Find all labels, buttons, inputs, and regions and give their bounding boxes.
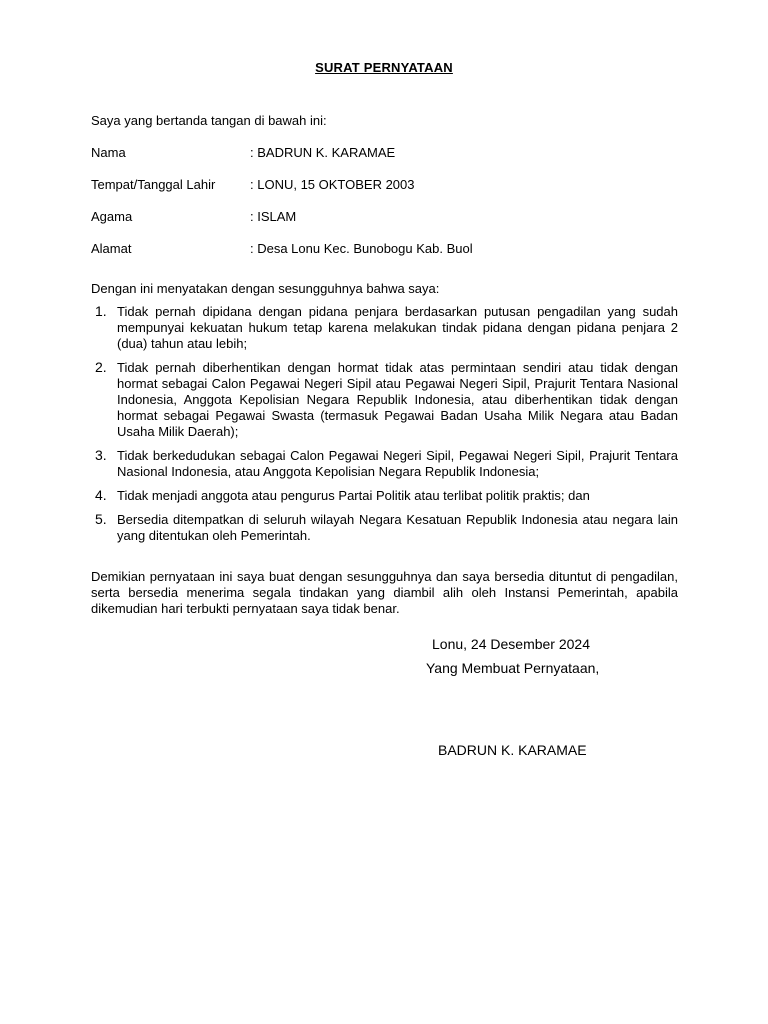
- statement-lead: Dengan ini menyatakan dengan sesungguhnya bahwa saya:: [91, 281, 440, 296]
- field-label: Tempat/Tanggal Lahir: [91, 177, 216, 192]
- document-title: SURAT PERNYATAAN: [315, 60, 453, 75]
- list-item-text: Tidak pernah dipidana dengan pidana penjara berdasarkan putusan pengadilan yang sudah mempunyai kekuatan hukum tetap karena melakukan tindak pidana dengan pidana penjara 2 (dua) tahun atau lebih;: [117, 304, 678, 351]
- list-item: [91, 488, 678, 504]
- signer-name: BADRUN K. KARAMAE: [438, 742, 587, 758]
- list-item: [91, 304, 678, 352]
- field-label: Nama: [91, 145, 126, 160]
- intro-text: Saya yang bertanda tangan di bawah ini:: [91, 113, 327, 128]
- closing-paragraph: Demikian pernyataan ini saya buat dengan sesungguhnya dan saya bersedia dituntut di pengadilan, serta bersedia menerima segala tindakan yang diambil alih oleh Instansi Pemerintah, apabila dikemudian hari terbukti pernyataan saya tidak benar.: [91, 569, 678, 616]
- list-item-text: Tidak berkedudukan sebagai Calon Pegawai Negeri Sipil, Pegawai Negeri Sipil, Prajurit Tentara Nasional Indonesia, atau Anggota Kepolisian Negara Republik Indonesia;: [117, 448, 678, 479]
- list-number: 1.: [95, 303, 107, 319]
- maker-label: Yang Membuat Pernyataan,: [426, 660, 600, 676]
- list-item: [91, 512, 678, 544]
- field-label: Agama: [91, 209, 133, 224]
- statement-list: [91, 304, 678, 552]
- list-number: 2.: [95, 359, 107, 375]
- list-item: [91, 448, 678, 480]
- field-value: : LONU, 15 OKTOBER 2003: [250, 177, 415, 192]
- list-item-text: Tidak menjadi anggota atau pengurus Partai Politik atau terlibat politik praktis; dan: [117, 488, 590, 503]
- list-item-text: Bersedia ditempatkan di seluruh wilayah Negara Kesatuan Republik Indonesia atau negara lain yang ditentukan oleh Pemerintah.: [117, 512, 678, 543]
- list-item-text: Tidak pernah diberhentikan dengan hormat tidak atas permintaan sendiri atau tidak dengan hormat sebagai Calon Pegawai Negeri Sipil atau Pegawai Negeri Sipil, Prajurit Tentara Nasional Indonesia, Anggota Kepolisian Negara Republik Indonesia, atau diberhentikan tidak dengan hormat sebagai Pegawai Swasta (termasuk Pegawai Badan Usaha Milik Negara atau Badan Usaha Milik Daerah);: [117, 360, 678, 439]
- field-value: : ISLAM: [250, 209, 297, 224]
- list-number: 5.: [95, 511, 107, 527]
- list-item: [91, 360, 678, 440]
- field-value: : Desa Lonu Kec. Bunobogu Kab. Buol: [250, 241, 473, 256]
- field-label: Alamat: [91, 241, 132, 256]
- list-number: 4.: [95, 487, 107, 503]
- list-number: 3.: [95, 447, 107, 463]
- place-date: Lonu, 24 Desember 2024: [432, 636, 590, 652]
- field-value: : BADRUN K. KARAMAE: [250, 145, 396, 160]
